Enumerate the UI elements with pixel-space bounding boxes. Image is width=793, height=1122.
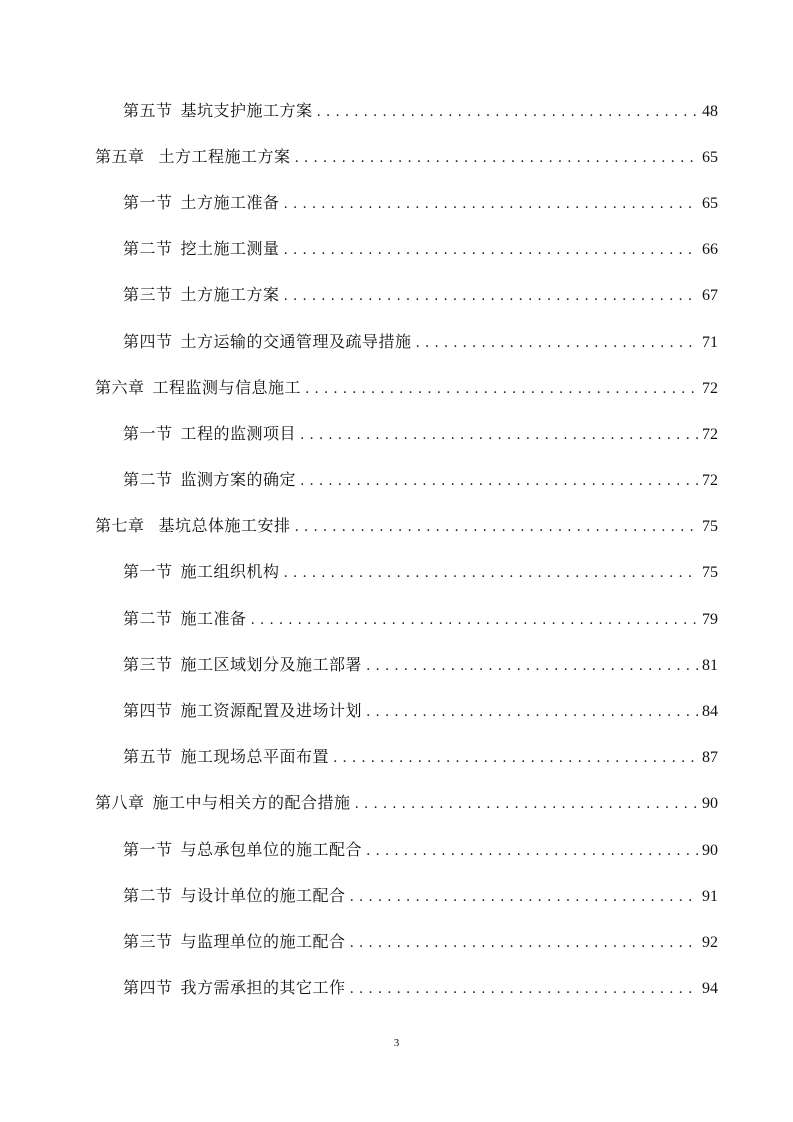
- toc-entry-page: 87: [702, 749, 718, 767]
- page-number: 3: [393, 1037, 400, 1049]
- toc-entry-page: 84: [702, 703, 718, 721]
- toc-entry-number: 第三节: [123, 654, 173, 674]
- toc-entry[interactable]: [0, 871, 793, 917]
- toc-entry-number: 第七章: [95, 516, 145, 536]
- toc-entry[interactable]: [0, 686, 793, 732]
- toc-entry-number: 第五章: [95, 146, 145, 166]
- toc-entry[interactable]: [0, 178, 793, 224]
- toc-entry-title: 我方需承担的其它工作: [180, 978, 346, 998]
- dot-leader: [280, 565, 698, 581]
- toc-entry[interactable]: [0, 317, 793, 363]
- toc-entry-number: 第一节: [123, 839, 173, 859]
- toc-entry-number: 第三节: [123, 931, 173, 951]
- toc-entry[interactable]: [0, 271, 793, 317]
- toc-entry-page: 92: [702, 933, 718, 951]
- dot-leader: [313, 104, 698, 120]
- toc-entry-number: 第六章: [95, 377, 145, 397]
- toc-entry-page: 90: [702, 841, 718, 859]
- dot-leader: [296, 473, 698, 489]
- toc-entry-title: 土方施工方案: [180, 285, 280, 305]
- toc-entry-title: 土方工程施工方案: [158, 146, 291, 166]
- toc-entry-number: 第三节: [123, 285, 173, 305]
- toc-entry-title: 施工中与相关方的配合措施: [152, 793, 351, 813]
- toc-entry-number: 第五节: [123, 100, 173, 120]
- toc-entry-number: 第四节: [123, 978, 173, 998]
- toc-entry-title: 工程监测与信息施工: [152, 377, 302, 397]
- toc-entry-title: 与监理单位的施工配合: [180, 931, 346, 951]
- toc-entry-number: 第二节: [123, 608, 173, 628]
- toc-entry[interactable]: [0, 225, 793, 271]
- toc-entry-page: 48: [702, 102, 718, 120]
- dot-leader: [301, 381, 698, 397]
- toc-entry-page: 65: [702, 148, 718, 166]
- toc-entry-page: 94: [702, 980, 718, 998]
- dot-leader: [291, 519, 698, 535]
- dot-leader: [280, 242, 698, 258]
- toc-entry[interactable]: [0, 456, 793, 502]
- dot-leader: [296, 427, 698, 443]
- toc-entry-title: 施工区域划分及施工部署: [180, 654, 363, 674]
- dot-leader: [351, 796, 698, 812]
- toc-entry-title: 工程的监测项目: [180, 423, 297, 443]
- toc-entry-title: 与总承包单位的施工配合: [180, 839, 363, 859]
- toc-entry-number: 第四节: [123, 701, 173, 721]
- toc-entry-title: 挖土施工测量: [180, 239, 280, 259]
- toc-entry-number: 第四节: [123, 331, 173, 351]
- dot-leader: [362, 658, 698, 674]
- dot-leader: [291, 150, 698, 166]
- dot-leader: [362, 843, 698, 859]
- toc-entry-number: 第一节: [123, 562, 173, 582]
- toc-entry-number: 第二节: [123, 239, 173, 259]
- toc-entry-title: 施工资源配置及进场计划: [180, 701, 363, 721]
- toc-entry-page: 66: [702, 241, 718, 259]
- toc-entry-title: 与设计单位的施工配合: [180, 885, 346, 905]
- toc-entry[interactable]: [0, 964, 793, 1010]
- toc-entry-title: 施工组织机构: [180, 562, 280, 582]
- toc-entry[interactable]: [0, 825, 793, 871]
- toc-entry-page: 71: [702, 333, 718, 351]
- toc-entry-number: 第二节: [123, 885, 173, 905]
- toc-entry-title: 基坑支护施工方案: [180, 100, 313, 120]
- dot-leader: [280, 288, 698, 304]
- toc-entry[interactable]: [0, 733, 793, 779]
- toc-entry-title: 施工现场总平面布置: [180, 747, 330, 767]
- toc-entry[interactable]: [0, 917, 793, 963]
- dot-leader: [346, 935, 698, 951]
- toc-entry[interactable]: [0, 363, 793, 409]
- toc-entry-title: 施工准备: [180, 608, 247, 628]
- toc-entry-title: 土方施工准备: [180, 192, 280, 212]
- toc-entry-page: 81: [702, 656, 718, 674]
- toc-entry-title: 土方运输的交通管理及疏导措施: [180, 331, 412, 351]
- toc-entry-number: 第二节: [123, 470, 173, 490]
- toc-entry-page: 65: [702, 194, 718, 212]
- toc-entry[interactable]: [0, 502, 793, 548]
- dot-leader: [346, 981, 698, 997]
- toc-entry-number: 第一节: [123, 192, 173, 212]
- dot-leader: [346, 889, 698, 905]
- toc-entry[interactable]: [0, 86, 793, 132]
- toc-entry[interactable]: [0, 409, 793, 455]
- toc-entry-page: 79: [702, 610, 718, 628]
- toc-entry-page: 67: [702, 287, 718, 305]
- toc-entry-number: 第一节: [123, 423, 173, 443]
- toc-entry-page: 75: [702, 564, 718, 582]
- toc-entry-number: 第八章: [95, 793, 145, 813]
- toc-entry-title: 基坑总体施工安排: [158, 516, 291, 536]
- toc-entry-number: 第五节: [123, 747, 173, 767]
- dot-leader: [362, 704, 698, 720]
- dot-leader: [329, 750, 698, 766]
- dot-leader: [280, 196, 698, 212]
- toc-entry[interactable]: [0, 132, 793, 178]
- toc-entry[interactable]: [0, 548, 793, 594]
- table-of-contents: [0, 86, 793, 1010]
- toc-entry[interactable]: [0, 779, 793, 825]
- toc-entry-page: 72: [702, 425, 718, 443]
- toc-entry-page: 75: [702, 518, 718, 536]
- toc-entry[interactable]: [0, 640, 793, 686]
- toc-entry-page: 91: [702, 887, 718, 905]
- dot-leader: [412, 335, 698, 351]
- dot-leader: [247, 612, 698, 628]
- toc-entry-page: 90: [702, 795, 718, 813]
- toc-entry-page: 72: [702, 472, 718, 490]
- toc-entry[interactable]: [0, 594, 793, 640]
- toc-entry-title: 监测方案的确定: [180, 470, 297, 490]
- toc-entry-page: 72: [702, 379, 718, 397]
